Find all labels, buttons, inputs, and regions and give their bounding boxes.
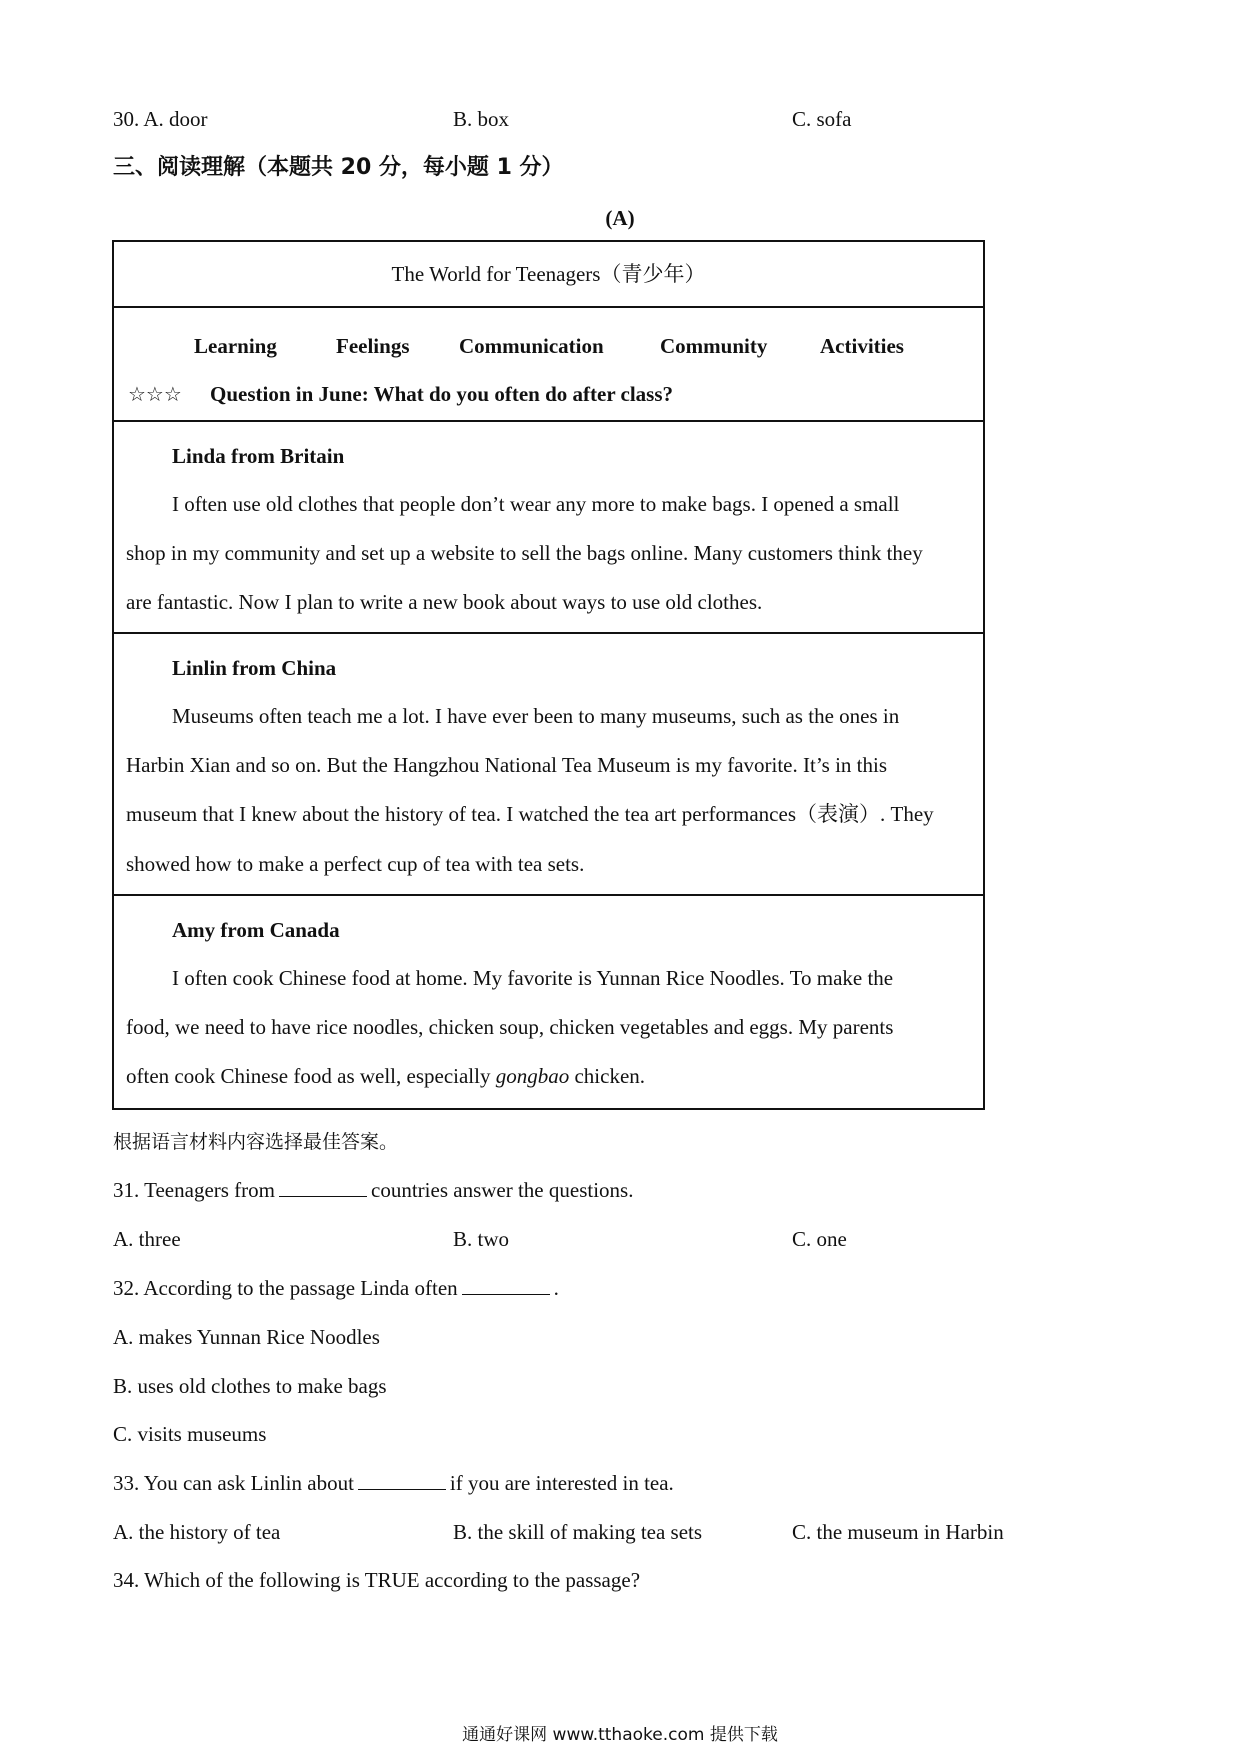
q31-stem-pre: 31. Teenagers from	[113, 1178, 276, 1202]
table-nav-row	[114, 308, 983, 422]
post-line-prefix: often cook Chinese food as well, especially	[126, 1064, 496, 1088]
post-amy	[114, 896, 983, 1108]
post-line-italic: gongbao	[495, 1064, 570, 1088]
q30-option-b[interactable]: B. box	[453, 107, 510, 131]
q33-stem	[113, 1469, 674, 1497]
post-author: Linlin from China	[172, 656, 337, 680]
q33-blank	[358, 1471, 446, 1490]
post-linlin	[114, 634, 983, 896]
nav-communication[interactable]: Communication	[459, 334, 604, 358]
post-line: museum that I knew about the history of tea. I watched the tea art performances（表演）. They	[126, 802, 934, 826]
q32-option-b[interactable]: B. uses old clothes to make bags	[113, 1374, 387, 1398]
q30-option-c[interactable]: C. sofa	[792, 107, 852, 131]
post-line: shop in my community and set up a website to sell the bags online. Many customers think they	[126, 541, 923, 565]
q31-stem	[113, 1176, 633, 1204]
q32-stem-pre: 32. According to the passage Linda often	[113, 1276, 458, 1300]
teen-forum-table	[112, 240, 985, 1110]
q31-option-c[interactable]: C. one	[792, 1227, 847, 1251]
q30-option-a[interactable]: 30. A. door	[113, 107, 208, 131]
post-line: Harbin Xian and so on. But the Hangzhou National Tea Museum is my favorite. It’s in this	[126, 753, 888, 777]
q33-option-a[interactable]: A. the history of tea	[113, 1520, 281, 1544]
q32-blank	[462, 1276, 550, 1295]
table-title-row	[114, 242, 983, 308]
page-footer: 通通好课网 www.tthaoke.com 提供下载	[462, 1725, 778, 1745]
nav-learning[interactable]: Learning	[194, 334, 277, 358]
q31-stem-post: countries answer the questions.	[371, 1178, 634, 1202]
q33-stem-pre: 33. You can ask Linlin about	[113, 1471, 354, 1495]
star-rating-icon: ☆☆☆	[128, 382, 182, 406]
post-line: showed how to make a perfect cup of tea with tea sets.	[126, 852, 585, 876]
q32-option-c[interactable]: C. visits museums	[113, 1422, 267, 1446]
q33-option-c[interactable]: C. the museum in Harbin	[792, 1520, 1004, 1544]
q31-blank	[279, 1178, 367, 1197]
post-line: I often use old clothes that people don’t wear any more to make bags. I opened a small	[172, 492, 900, 516]
nav-activities[interactable]: Activities	[820, 334, 904, 358]
post-author: Amy from Canada	[172, 918, 340, 942]
q34-stem: 34. Which of the following is TRUE according to the passage?	[113, 1568, 641, 1592]
nav-feelings[interactable]: Feelings	[336, 334, 410, 358]
post-linda	[114, 422, 983, 634]
post-line: Museums often teach me a lot. I have ever been to many museums, such as the ones in	[172, 704, 900, 728]
q32-stem	[113, 1274, 559, 1302]
post-last-line	[126, 1062, 645, 1090]
post-author: Linda from Britain	[172, 444, 345, 468]
q32-stem-post: .	[553, 1276, 559, 1300]
post-line: food, we need to have rice noodles, chicken soup, chicken vegetables and eggs. My parents	[126, 1015, 894, 1039]
section-title: 三、阅读理解（本题共 20 分，每小题 1 分）	[113, 155, 564, 180]
instruction: 根据语言材料内容选择最佳答案。	[113, 1131, 399, 1153]
passage-a-label: (A)	[605, 206, 635, 230]
q31-option-b[interactable]: B. two	[453, 1227, 510, 1251]
q33-stem-post: if you are interested in tea.	[449, 1471, 674, 1495]
q32-option-a[interactable]: A. makes Yunnan Rice Noodles	[113, 1325, 380, 1349]
q33-option-b[interactable]: B. the skill of making tea sets	[453, 1520, 703, 1544]
forum-question: Question in June: What do you often do after class?	[210, 382, 674, 406]
post-line-suffix: chicken.	[569, 1064, 646, 1088]
post-line: are fantastic. Now I plan to write a new book about ways to use old clothes.	[126, 590, 763, 614]
nav-community[interactable]: Community	[660, 334, 768, 358]
q31-option-a[interactable]: A. three	[113, 1227, 181, 1251]
post-line: I often cook Chinese food at home. My favorite is Yunnan Rice Noodles. To make the	[172, 966, 894, 990]
table-title: The World for Teenagers（青少年）	[391, 262, 706, 286]
